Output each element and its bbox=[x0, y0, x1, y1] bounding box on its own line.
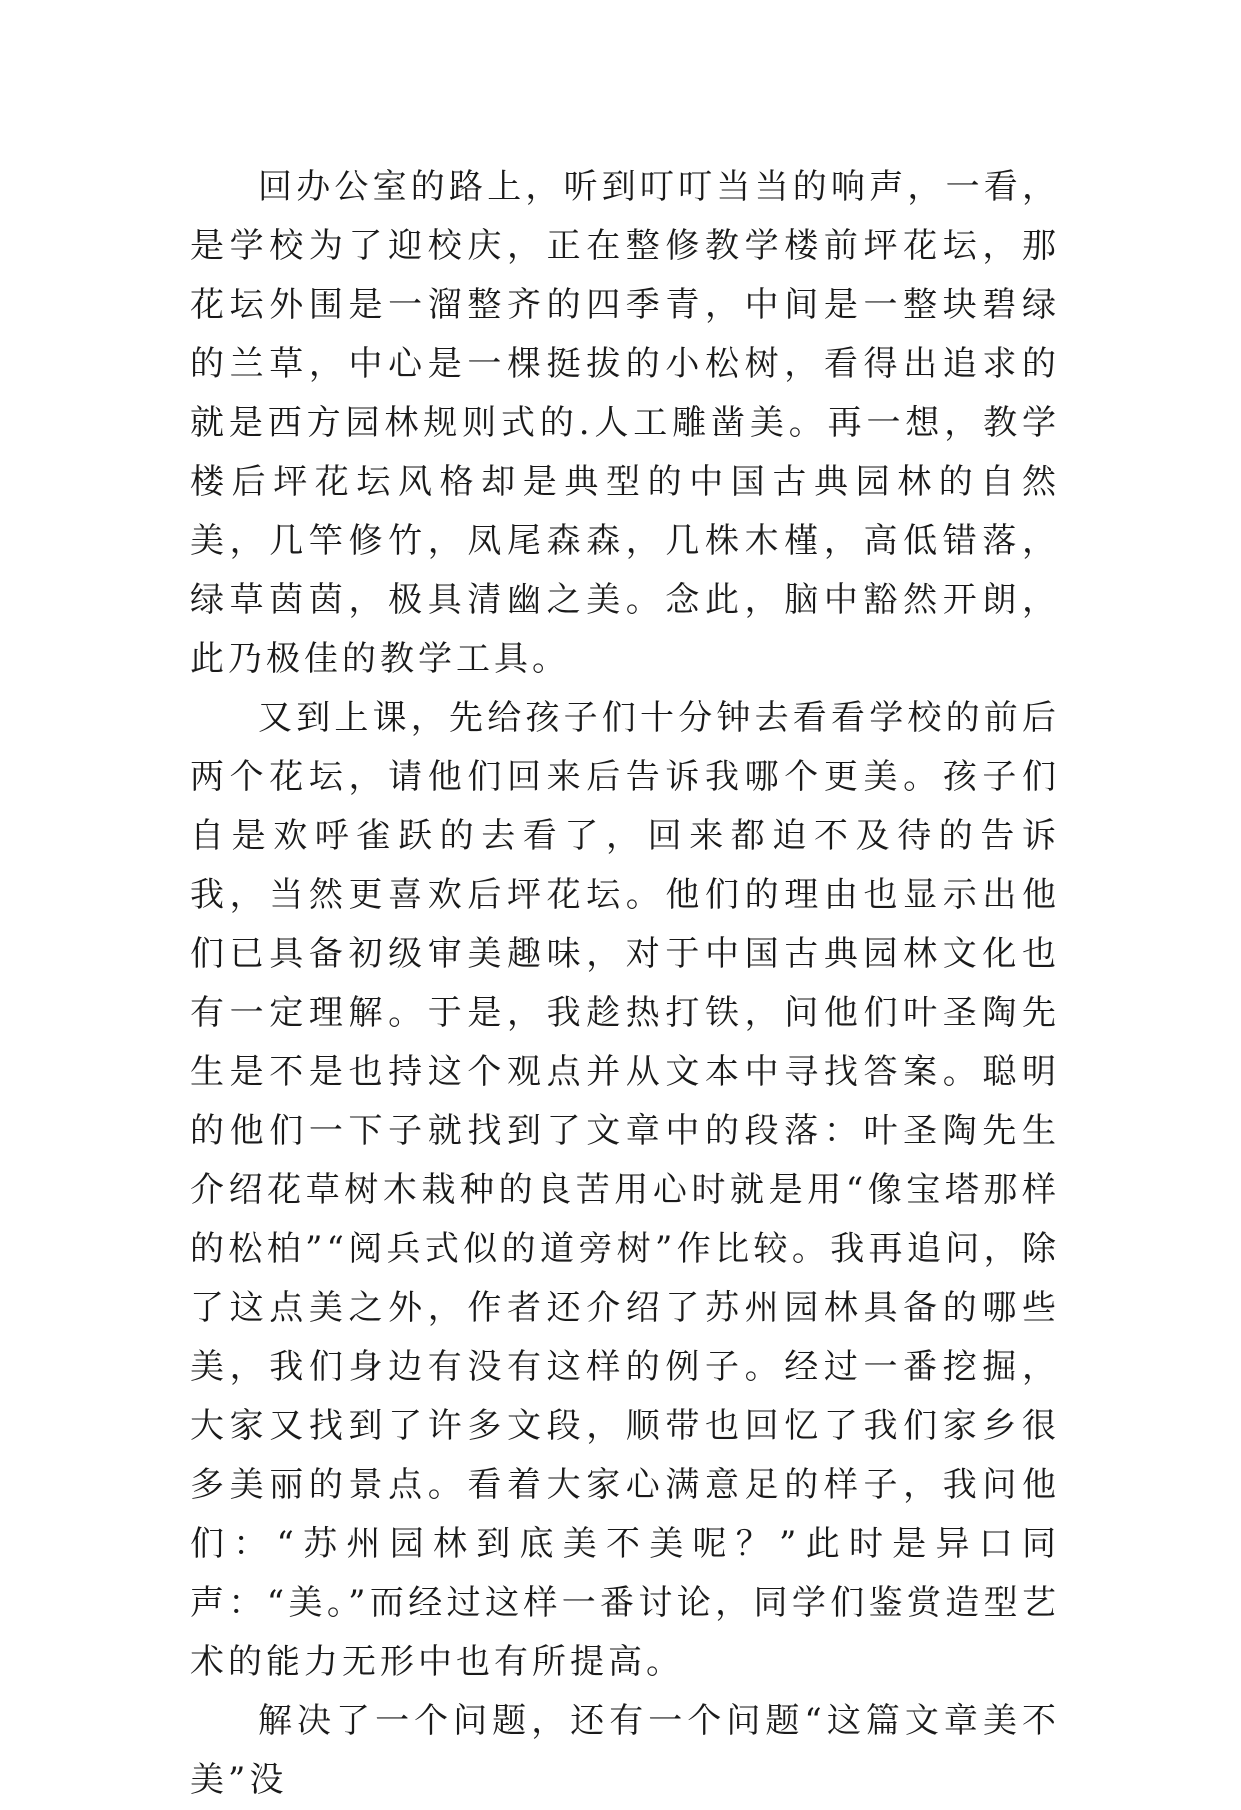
body-text bbox=[190, 158, 1060, 1810]
paragraph-2: 又到上课，先给孩子们十分钟去看看学校的前后两个花坛，请他们回来后告诉我哪个更美。孩子们自是欢呼雀跃的去看了，回来都迫不及待的告诉我，当然更喜欢后坪花坛。他们的理由也显示出他们已具备初级审美趣味，对于中国古典园林文化也有一定理解。于是，我趁热打铁，问他们叶圣陶先生是不是也持这个观点并从文本中寻找答案。聪明的他们一下子就找到了文章中的段落：叶圣陶先生介绍花草树木栽种的良苦用心时就是用“像宝塔那样的松柏”“阅兵式似的道旁树”作比较。我再追问，除了这点美之外，作者还介绍了苏州园林具备的哪些美，我们身边有没有这样的例子。经过一番挖掘，大家又找到了许多文段，顺带也回忆了我们家乡很多美丽的景点。看着大家心满意足的样子，我问他们：“苏州园林到底美不美呢？”此时是异口同声：“美。”而经过这样一番讨论，同学们鉴赏造型艺术的能力无形中也有所提高。 bbox=[190, 698, 1060, 1682]
paragraph-3: 解决了一个问题，还有一个问题“这篇文章美不美”没 bbox=[190, 1701, 1060, 1800]
paragraph-1: 回办公室的路上，听到叮叮当当的响声，一看，是学校为了迎校庆，正在整修教学楼前坪花坛，那花坛外围是一溜整齐的四季青，中间是一整块碧绿的兰草，中心是一棵挺拔的小松树，看得出追求的就是西方园林规则式的.人工雕凿美。再一想，教学楼后坪花坛风格却是典型的中国古典园林的自然美，几竿修竹，凤尾森森，几株木槿，高低错落，绿草茵茵，极具清幽之美。念此，脑中豁然开朗，此乃极佳的教学工具。 bbox=[190, 167, 1060, 679]
